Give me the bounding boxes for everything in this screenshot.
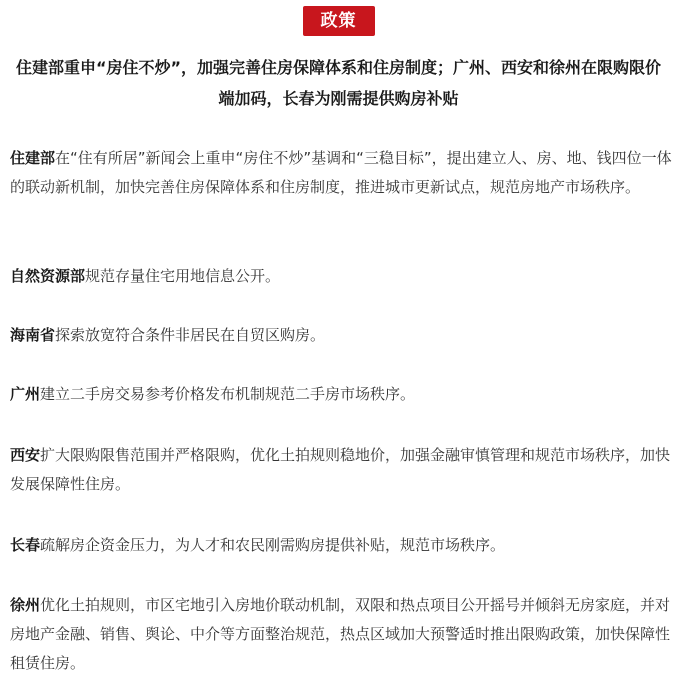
entity-name: 自然资源部 <box>10 267 86 285</box>
headline: 住建部重申“房住不炒”，加强完善住房保障体系和住房制度；广州、西安和徐州在限购限价端加码，长春为刚需提供购房补贴 <box>15 58 662 108</box>
policy-text: 优化土拍规则，市区宅地引入房地价联动机制，双限和热点项目公开摇号并倾斜无房家庭，并对房地产金融、销售、舆论、中介等方面整治规范，热点区域加大预警适时推出限购政策，加快保障性租赁住房。 <box>10 596 671 672</box>
policy-item-xian <box>10 441 672 499</box>
policy-item-guangzhou <box>10 380 672 409</box>
policy-item-changchun <box>10 531 672 560</box>
policy-text: 探索放宽符合条件非居民在自贸区购房。 <box>55 326 326 344</box>
policy-text: 在“住有所居”新闻会上重申“房住不炒”基调和“三稳目标”，提出建立人、房、地、钱四位一体的联动新机制，加快完善住房保障体系和住房制度，推进城市更新试点，规范房地产市场秩序。 <box>10 149 672 196</box>
entity-name: 长春 <box>10 536 41 554</box>
entity-name: 住建部 <box>10 149 56 167</box>
policy-item-xuzhou <box>10 591 672 678</box>
policy-text: 建立二手房交易参考价格发布机制规范二手房市场秩序。 <box>40 385 416 403</box>
entity-name: 徐州 <box>10 596 41 614</box>
policy-text: 扩大限购限售范围并严格限购，优化土拍规则稳地价，加强金融审慎管理和规范市场秩序，加快发展保障性住房。 <box>10 446 671 493</box>
section-badge: 政策 <box>303 6 375 36</box>
policy-text: 规范存量住宅用地信息公开。 <box>85 267 281 285</box>
entity-name: 西安 <box>10 446 41 464</box>
section-header <box>0 6 677 36</box>
policy-item-natural-resources-ministry <box>10 262 672 291</box>
policy-text: 疏解房企资金压力，为人才和农民刚需购房提供补贴，规范市场秩序。 <box>40 536 506 554</box>
policy-item-hainan <box>10 321 672 350</box>
entity-name: 海南省 <box>10 326 56 344</box>
entity-name: 广州 <box>10 385 41 403</box>
policy-item-housing-ministry <box>10 144 672 202</box>
